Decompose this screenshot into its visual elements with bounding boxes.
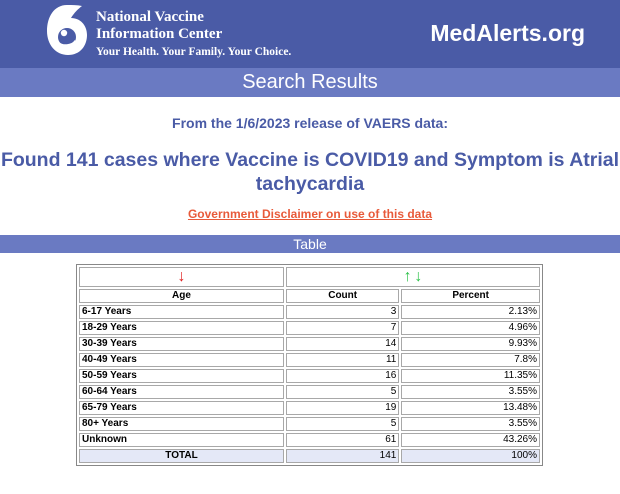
total-label: TOTAL (79, 449, 284, 463)
count-cell: 16 (286, 369, 399, 383)
table-row (79, 401, 540, 415)
percent-cell: 7.8% (401, 353, 540, 367)
table-body (79, 305, 540, 447)
age-cell: 60-64 Years (79, 385, 284, 399)
sort-row (79, 267, 540, 287)
age-cell: 80+ Years (79, 417, 284, 431)
total-percent: 100% (401, 449, 540, 463)
results-summary: Found 141 cases where Vaccine is COVID19 and Symptom is Atrial tachycardia (0, 149, 620, 195)
table-row (79, 337, 540, 351)
percent-cell: 43.26% (401, 433, 540, 447)
percent-cell: 2.13% (401, 305, 540, 319)
sort-up-icon[interactable]: ↑ (403, 268, 412, 285)
count-cell: 19 (286, 401, 399, 415)
results-table (76, 264, 543, 466)
count-cell: 5 (286, 385, 399, 399)
org-tagline: Your Health. Your Family. Your Choice. (96, 46, 292, 58)
count-cell: 5 (286, 417, 399, 431)
age-cell: 6-17 Years (79, 305, 284, 319)
disclaimer-link[interactable]: Government Disclaimer on use of this data (187, 207, 433, 221)
count-cell: 14 (286, 337, 399, 351)
table-row (79, 321, 540, 335)
percent-cell: 4.96% (401, 321, 540, 335)
age-cell: 65-79 Years (79, 401, 284, 415)
percent-cell: 11.35% (401, 369, 540, 383)
percent-cell: 3.55% (401, 385, 540, 399)
table-row (79, 433, 540, 447)
table-row (79, 417, 540, 431)
age-cell: 50-59 Years (79, 369, 284, 383)
count-cell: 3 (286, 305, 399, 319)
disclaimer (0, 207, 620, 221)
count-cell: 11 (286, 353, 399, 367)
org-name-line1: National Vaccine (96, 9, 204, 25)
sort-cell-age (79, 267, 284, 287)
percent-cell: 9.93% (401, 337, 540, 351)
table-row (79, 369, 540, 383)
count-cell: 7 (286, 321, 399, 335)
table-bar: Table (0, 235, 620, 253)
col-header-age: Age (79, 289, 284, 303)
org-name[interactable] (96, 9, 291, 59)
table-row (79, 353, 540, 367)
age-cell: 40-49 Years (79, 353, 284, 367)
site-link[interactable]: MedAlerts.org (430, 20, 585, 46)
site-header (0, 0, 620, 68)
percent-cell: 13.48% (401, 401, 540, 415)
count-cell: 61 (286, 433, 399, 447)
header-row (79, 289, 540, 303)
col-header-count: Count (286, 289, 399, 303)
org-name-line2: Information Center (96, 26, 223, 42)
age-cell: Unknown (79, 433, 284, 447)
age-cell: 18-29 Years (79, 321, 284, 335)
sort-cell-count (286, 267, 540, 287)
total-count: 141 (286, 449, 399, 463)
release-text: From the 1/6/2023 release of VAERS data: (172, 115, 448, 131)
age-cell: 30-39 Years (79, 337, 284, 351)
sort-down-icon[interactable]: ↓ (414, 268, 423, 285)
sort-down-red-icon[interactable]: ↓ (177, 268, 186, 285)
col-header-percent: Percent (401, 289, 540, 303)
total-row (79, 449, 540, 463)
table-row (79, 305, 540, 319)
percent-cell: 3.55% (401, 417, 540, 431)
nvic-logo-icon[interactable] (44, 3, 90, 57)
search-results-bar: Search Results (0, 68, 620, 97)
table-row (79, 385, 540, 399)
